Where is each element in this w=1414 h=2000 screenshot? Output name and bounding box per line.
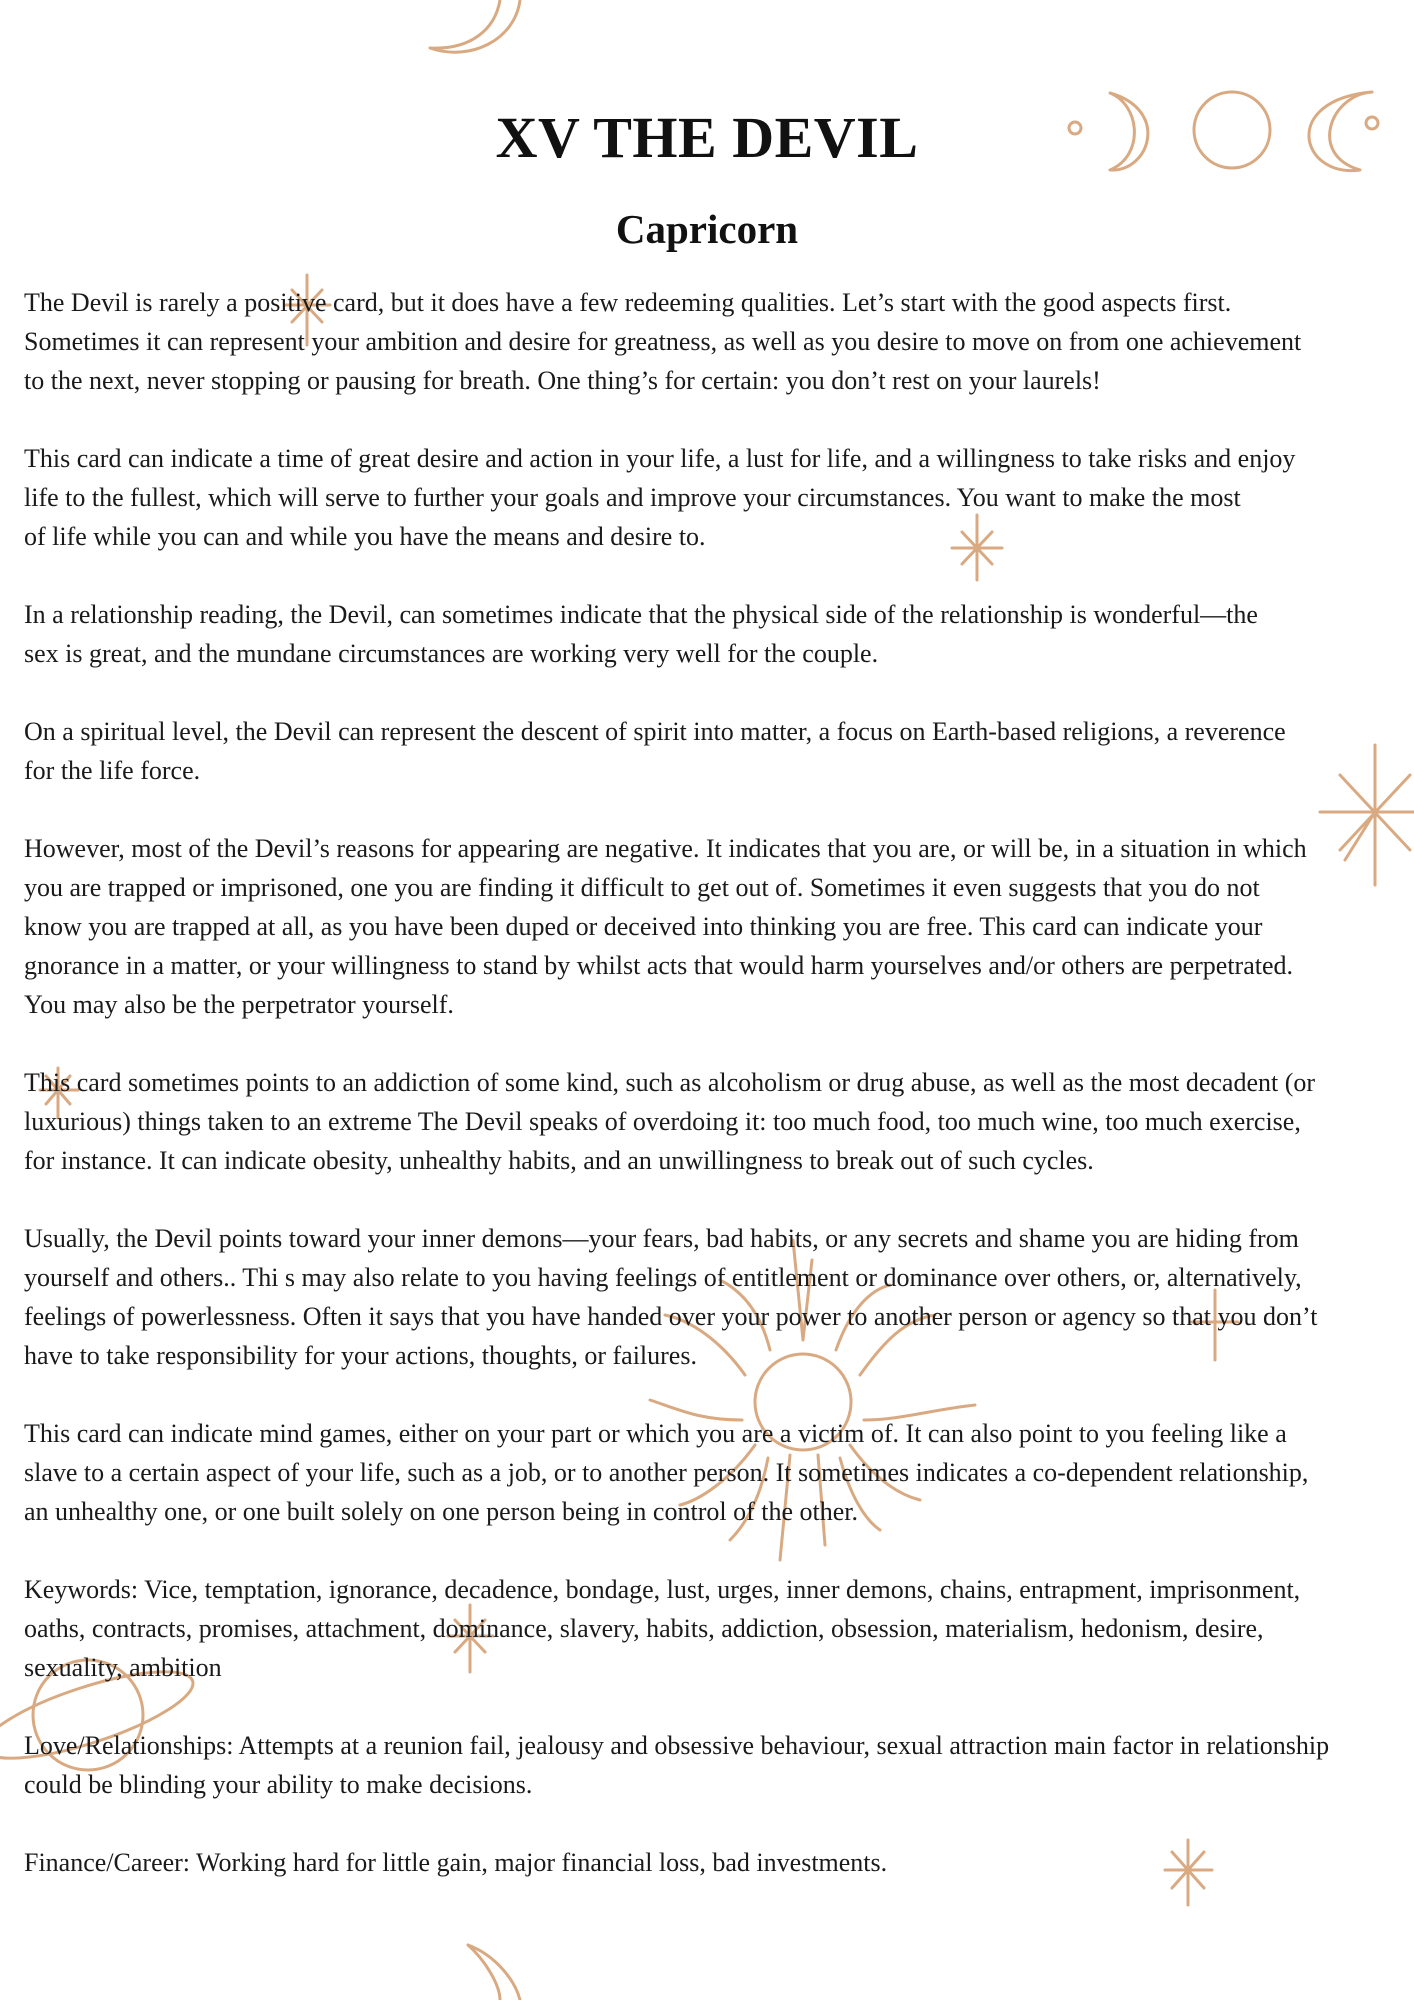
page-subtitle: Capricorn [615,206,799,252]
text-line: feelings of powerlessness. Often it says that you have handed over your power to another person or agency so that you don’t [24,1302,1318,1331]
text-line: You may also be the perpetrator yourself. [24,990,454,1019]
text-line: sex is great, and the mundane circumstances are working very well for the couple. [24,639,879,668]
text-line: Love/Relationships: Attempts at a reunion fail, jealousy and obsessive behaviour, sexual attraction main factor in relationship [24,1731,1330,1760]
text-line: you are trapped or imprisoned, one you are finding it difficult to get out of. Sometimes it even suggests that you do not [24,873,1260,902]
text-line: gnorance in a matter, or your willingness to stand by whilst acts that would harm yourselves and/or others are perpetrated. [24,951,1293,980]
paragraph-negative [24,829,1394,1024]
text-line: Sometimes it can represent your ambition and desire for greatness, as well as you desire to move on from one achievement [24,327,1302,356]
card-description [24,283,1394,1921]
paragraph-addiction [24,1063,1394,1180]
text-line: oaths, contracts, promises, attachment, dominance, slavery, habits, addiction, obsession, materialism, hedonism, desire, [24,1614,1264,1643]
text-line: On a spiritual level, the Devil can represent the descent of spirit into matter, a focus on Earth-based religions, a reverence [24,717,1286,746]
text-line: slave to a certain aspect of your life, such as a job, or to another person. It sometimes indicates a co-dependent relationship, [24,1458,1309,1487]
text-line: luxurious) things taken to an extreme The Devil speaks of overdoing it: too much food, too much wine, too much exercise, [24,1107,1301,1136]
text-line: could be blinding your ability to make decisions. [24,1770,533,1799]
text-line: to the next, never stopping or pausing for breath. One thing’s for certain: you don’t rest on your laurels! [24,366,1101,395]
crescent-moon-icon [430,0,520,52]
text-line: The Devil is rarely a positive card, but it does have a few redeeming qualities. Let’s start with the good aspects first. [24,288,1232,317]
text-line: This card can indicate a time of great desire and action in your life, a lust for life, and a willingness to take risks and enjoy [24,444,1296,473]
text-line: for instance. It can indicate obesity, unhealthy habits, and an unwillingness to break out of such cycles. [24,1146,1094,1175]
text-line: yourself and others.. Thi s may also relate to you having feelings of entitlement or dominance over others, or, alternatively, [24,1263,1302,1292]
paragraph-spiritual [24,712,1394,790]
paragraph-love-relationships [24,1726,1394,1804]
paragraph-desire [24,439,1394,556]
text-line: life to the fullest, which will serve to further your goals and improve your circumstances. You want to make the most [24,483,1241,512]
text-line: This card sometimes points to an addiction of some kind, such as alcoholism or drug abuse, as well as the most decadent (or [24,1068,1316,1097]
text-line: of life while you can and while you have the means and desire to. [24,522,706,551]
text-line: This card can indicate mind games, either on your part or which you are a victim of. It can also point to you feeling like a [24,1419,1287,1448]
page-title: XV THE DEVIL [495,105,919,170]
paragraph-good-aspects [24,283,1394,400]
text-line: In a relationship reading, the Devil, can sometimes indicate that the physical side of the relationship is wonderful—the [24,600,1258,629]
paragraph-finance-career [24,1843,1394,1882]
text-line: have to take responsibility for your actions, thoughts, or failures. [24,1341,697,1370]
text-line: Finance/Career: Working hard for little gain, major financial loss, bad investments. [24,1848,888,1877]
text-line: an unhealthy one, or one built solely on one person being in control of the other. [24,1497,858,1526]
paragraph-keywords [24,1570,1394,1687]
paragraph-relationship [24,595,1394,673]
paragraph-inner-demons [24,1219,1394,1375]
text-line: However, most of the Devil’s reasons for appearing are negative. It indicates that you are, or will be, in a situation in which [24,834,1307,863]
text-line: sexuality, ambition [24,1653,222,1682]
paragraph-mind-games [24,1414,1394,1531]
crescent-moon-icon [468,1945,520,2000]
text-line: Keywords: Vice, temptation, ignorance, decadence, bondage, lust, urges, inner demons, chains, entrapment, imprisonment, [24,1575,1301,1604]
text-line: know you are trapped at all, as you have been duped or deceived into thinking you are free. This card can indicate your [24,912,1263,941]
text-line: for the life force. [24,756,201,785]
text-line: Usually, the Devil points toward your inner demons—your fears, bad habits, or any secrets and shame you are hiding from [24,1224,1299,1253]
